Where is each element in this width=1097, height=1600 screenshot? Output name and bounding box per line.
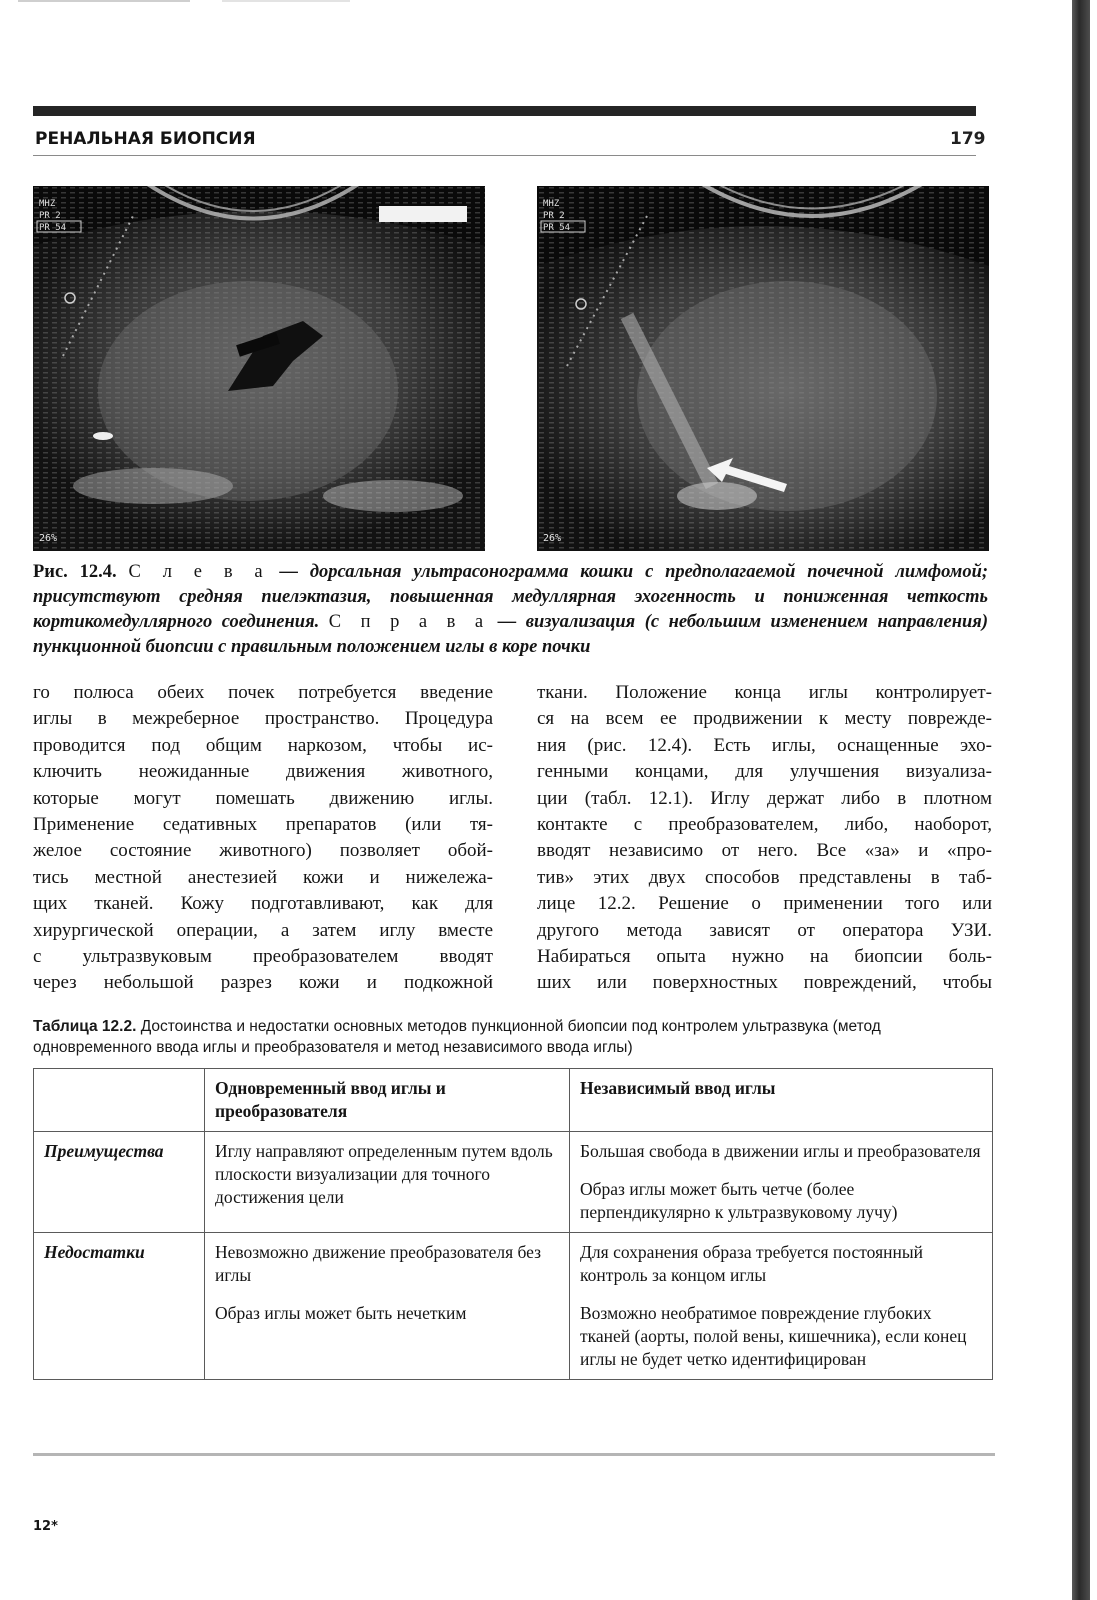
text-line: вводят независимо от него. Все «за» и «про-	[537, 840, 992, 862]
figure-caption	[33, 560, 988, 660]
table-caption-text: Достоинства и недостатки основных методов пункционной биопсии под контролем ультразвука (метод одновременного ввода иглы и преобразователя и метод независимого ввода иглы)	[33, 1018, 881, 1056]
page-edge-shadow	[1072, 0, 1090, 1600]
ultrasound-image-right	[537, 186, 989, 551]
table-header-row	[34, 1069, 993, 1132]
text-line: Применение седативных препаратов (или тя-	[33, 814, 493, 836]
scan-artifact-top	[18, 0, 190, 2]
text-line: желое состояние животного) позволяет обой-	[33, 840, 493, 862]
text-line: с ультразвуковым преобразователем вводят	[33, 946, 493, 968]
header-underline	[33, 155, 976, 156]
overlay-pr54: PR 54	[543, 223, 571, 233]
caption-left-word: С л е в а	[128, 562, 268, 582]
text-line: ткани. Положение конца иглы контролирует-	[537, 682, 992, 703]
text-line: ния (рис. 12.4). Есть иглы, оснащенные эхо-	[537, 734, 992, 756]
text-line: ших или поверхностных повреждений, чтобы	[537, 972, 992, 994]
text-line: лице 12.2. Решение о применении того или	[537, 893, 992, 915]
text-line: ся на всем ее продвижении к месту поврежде-	[537, 708, 992, 730]
table-cell	[205, 1233, 570, 1380]
cell-paragraph: Образ иглы может быть нечетким	[215, 1303, 467, 1323]
cell-paragraph: Возможно необратимое повреждение глубоких тканей (аорты, полой вены, кишечника), если конец иглы не будет четко идентифицирован	[580, 1303, 967, 1369]
text-line: хирургической операции, а затем иглу вместе	[33, 919, 493, 941]
row-label: Преимущества	[34, 1132, 205, 1233]
cell-paragraph: Большая свобода в движении иглы и преобразователя	[580, 1141, 981, 1161]
overlay-depth: 26%	[543, 533, 562, 544]
text-line: Набираться опыта нужно на биопсии боль-	[537, 946, 992, 968]
overlay-depth: 26%	[39, 533, 58, 544]
overlay-pr2: PR 2	[39, 211, 61, 221]
text-line: иглы в межреберное пространство. Процедура	[33, 708, 493, 730]
cell-paragraph: Образ иглы может быть четче (более перпендикулярно к ультразвуковому лучу)	[580, 1179, 898, 1222]
table-bottom-rule	[33, 1453, 995, 1456]
text-line: щих тканей. Кожу подготавливают, как для	[33, 893, 493, 915]
text-line: ключить неожиданные движения животного,	[33, 761, 493, 783]
figure-label: Рис. 12.4.	[33, 562, 117, 582]
table-caption	[33, 1016, 993, 1058]
table-cell	[205, 1132, 570, 1233]
text-line: ции (табл. 12.1). Иглу держат либо в плотном	[537, 787, 992, 809]
overlay-mhz: MHZ	[39, 199, 56, 209]
comparison-table	[33, 1068, 993, 1380]
cell-paragraph: Невозможно движение преобразователя без иглы	[215, 1242, 542, 1285]
scan-artifact-top	[222, 0, 350, 2]
table-header-cell: Независимый ввод иглы	[570, 1069, 993, 1132]
sheet-signature: 12*	[33, 1519, 58, 1534]
text-line: генными концами, для улучшения визуализа-	[537, 761, 992, 783]
text-line: через небольшой разрез кожи и подкожной	[33, 972, 493, 994]
running-header-title: РЕНАЛЬНАЯ БИОПСИЯ	[35, 129, 256, 149]
cell-paragraph: Для сохранения образа требуется постоянный контроль за концом иглы	[580, 1242, 923, 1285]
table-row	[34, 1233, 993, 1380]
caption-right-text: — визуализация (с небольшим изменением направления) пункционной биопсии с правильным положением иглы в коре почки	[33, 612, 988, 657]
table-header-cell: Одновременный ввод иглы и преобразователя	[205, 1069, 570, 1132]
text-line: го полюса обеих почек потребуется введение	[33, 682, 493, 703]
table-header-cell	[34, 1069, 205, 1132]
table-row	[34, 1132, 993, 1233]
page-number: 179	[950, 129, 986, 149]
overlay-pr2: PR 2	[543, 211, 565, 221]
body-column-left	[33, 680, 493, 997]
row-label: Недостатки	[34, 1233, 205, 1380]
table-cell	[570, 1233, 993, 1380]
overlay-mhz: MHZ	[543, 199, 560, 209]
table-cell	[570, 1132, 993, 1233]
text-line: проводится под общим наркозом, чтобы ис-	[33, 734, 493, 756]
caption-left-text: — дорсальная ультрасонограмма кошки с предполагаемой почечной лимфомой; присутствуют средняя пиелэктазия, повышенная медуллярная эхогенность и пониженная четкость кортикомедуллярного соединения.	[33, 562, 989, 632]
text-line: другого метода зависят от оператора УЗИ.	[537, 919, 992, 941]
text-line: тись местной анестезией кожи и нижележа-	[33, 866, 493, 888]
caption-right-word: С п р а в а	[328, 612, 489, 632]
table-label: Таблица 12.2.	[33, 1018, 137, 1035]
text-line: тив» этих двух способов представлены в таб-	[537, 866, 992, 888]
body-column-right	[537, 680, 992, 997]
text-line: контакте с преобразователем, либо, наоборот,	[537, 814, 992, 836]
cell-paragraph: Иглу направляют определенным путем вдоль плоскости визуализации для точного достижения цели	[215, 1141, 553, 1207]
header-rule	[33, 106, 976, 116]
text-line: которые могут помешать движению иглы.	[33, 787, 493, 809]
ultrasound-image-left	[33, 186, 485, 551]
overlay-pr54: PR 54	[39, 223, 67, 233]
